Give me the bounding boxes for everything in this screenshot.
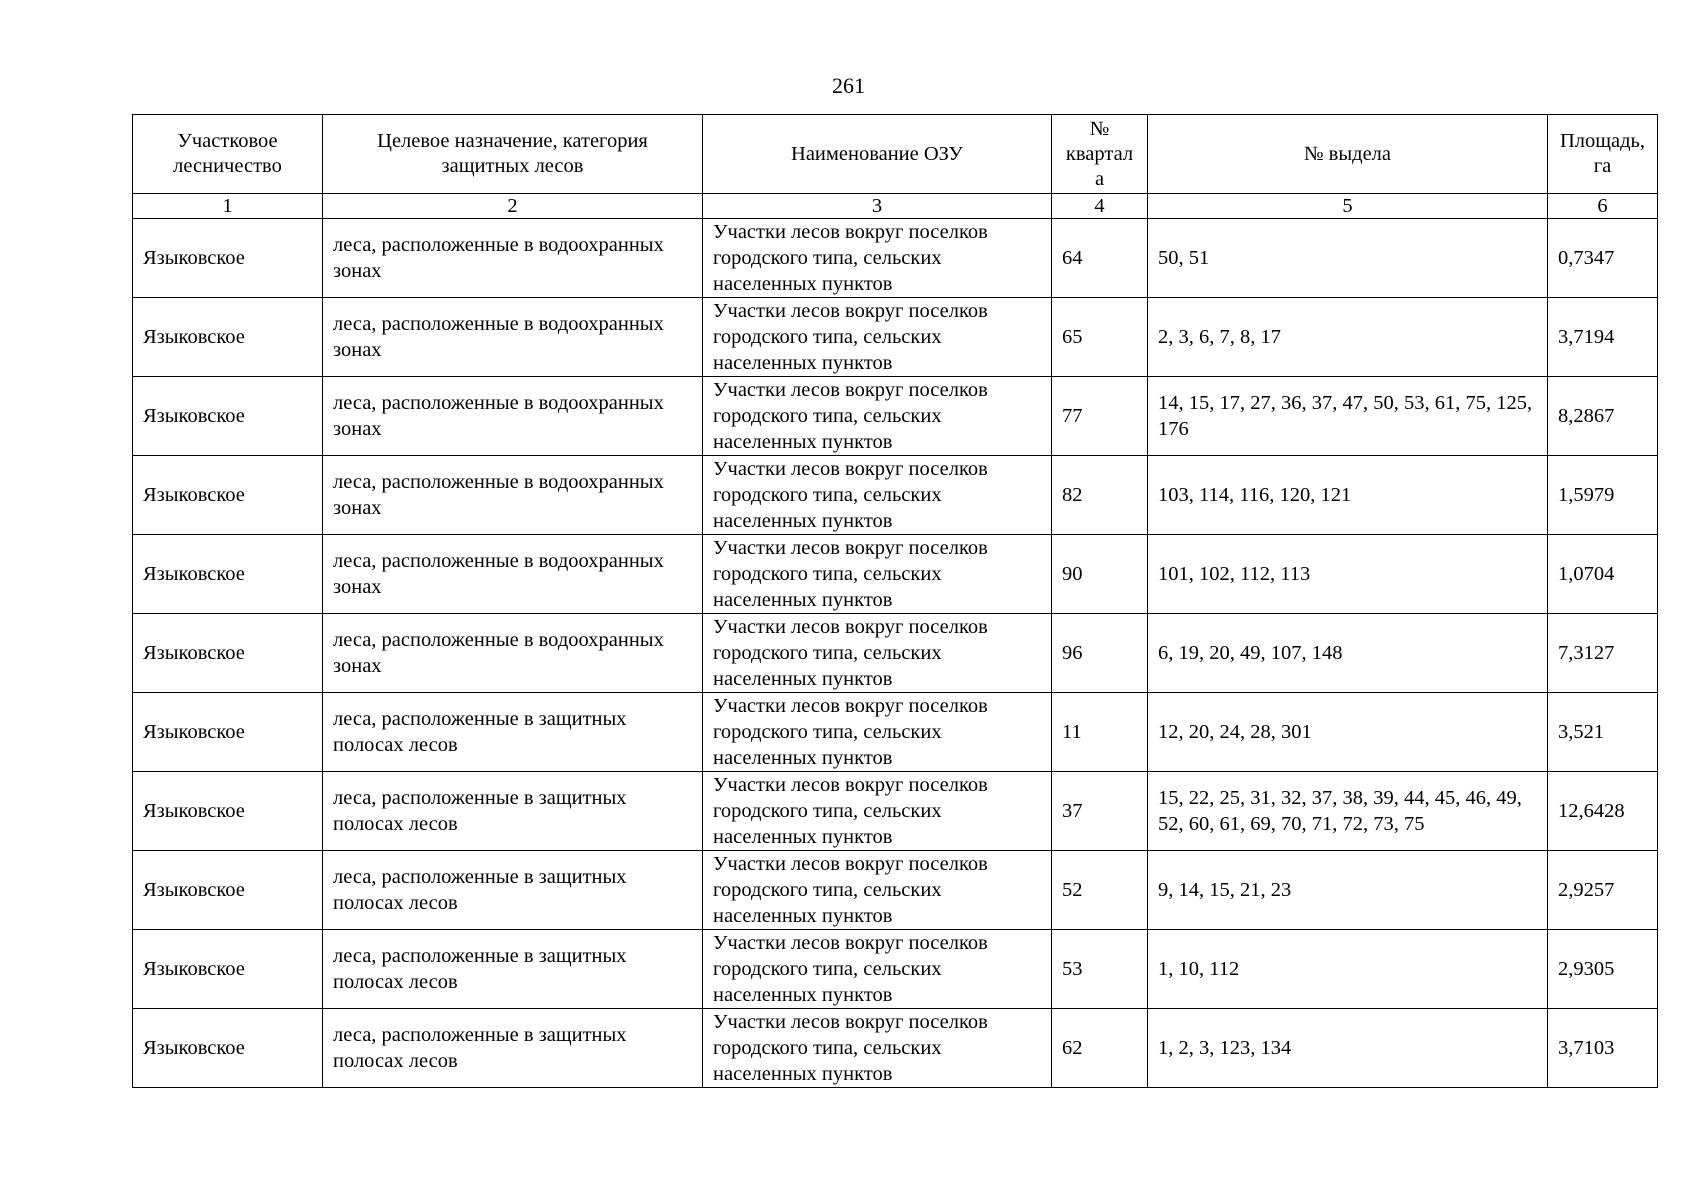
cell-ozu-name: Участки лесов вокруг поселков городского типа, сельских населенных пунктов (703, 614, 1052, 693)
cell-quarter: 65 (1052, 298, 1148, 377)
cell-area: 2,9257 (1548, 851, 1658, 930)
cell-area: 12,6428 (1548, 772, 1658, 851)
cell-area: 3,7103 (1548, 1009, 1658, 1088)
table-row (133, 535, 1658, 614)
cell-area: 8,2867 (1548, 377, 1658, 456)
cell-area: 3,7194 (1548, 298, 1658, 377)
cell-area: 1,5979 (1548, 456, 1658, 535)
cell-forestry: Языковское (133, 614, 323, 693)
cell-purpose: леса, расположенные в защитных полосах лесов (323, 772, 703, 851)
cell-forestry: Языковское (133, 930, 323, 1009)
table-row (133, 930, 1658, 1009)
cell-ozu-name: Участки лесов вокруг поселков городского типа, сельских населенных пунктов (703, 930, 1052, 1009)
cell-ozu-name: Участки лесов вокруг поселков городского типа, сельских населенных пунктов (703, 456, 1052, 535)
table-row (133, 693, 1658, 772)
cell-purpose: леса, расположенные в водоохранных зонах (323, 377, 703, 456)
cell-quarter: 90 (1052, 535, 1148, 614)
cell-quarter: 62 (1052, 1009, 1148, 1088)
cell-forestry: Языковское (133, 298, 323, 377)
cell-area: 2,9305 (1548, 930, 1658, 1009)
cell-plots: 101, 102, 112, 113 (1148, 535, 1548, 614)
cell-forestry: Языковское (133, 851, 323, 930)
forest-plots-table (132, 114, 1658, 1088)
cell-plots: 1, 2, 3, 123, 134 (1148, 1009, 1548, 1088)
cell-area: 3,521 (1548, 693, 1658, 772)
cell-purpose: леса, расположенные в водоохранных зонах (323, 219, 703, 298)
cell-quarter: 11 (1052, 693, 1148, 772)
cell-purpose: леса, расположенные в водоохранных зонах (323, 614, 703, 693)
cell-quarter: 53 (1052, 930, 1148, 1009)
header-area: Площадь, га (1548, 115, 1658, 194)
cell-quarter: 64 (1052, 219, 1148, 298)
cell-forestry: Языковское (133, 377, 323, 456)
column-number: 6 (1548, 194, 1658, 219)
cell-quarter: 77 (1052, 377, 1148, 456)
header-quarter: № квартал а (1052, 115, 1148, 194)
table-row (133, 298, 1658, 377)
header-row (133, 115, 1658, 194)
cell-forestry: Языковское (133, 772, 323, 851)
cell-quarter: 37 (1052, 772, 1148, 851)
cell-area: 1,0704 (1548, 535, 1658, 614)
cell-ozu-name: Участки лесов вокруг поселков городского типа, сельских населенных пунктов (703, 1009, 1052, 1088)
cell-plots: 103, 114, 116, 120, 121 (1148, 456, 1548, 535)
cell-forestry: Языковское (133, 693, 323, 772)
table-body (133, 219, 1658, 1088)
cell-plots: 50, 51 (1148, 219, 1548, 298)
cell-plots: 9, 14, 15, 21, 23 (1148, 851, 1548, 930)
table-row (133, 614, 1658, 693)
cell-quarter: 82 (1052, 456, 1148, 535)
cell-forestry: Языковское (133, 535, 323, 614)
cell-purpose: леса, расположенные в защитных полосах лесов (323, 851, 703, 930)
cell-forestry: Языковское (133, 1009, 323, 1088)
table-row (133, 1009, 1658, 1088)
column-number: 1 (133, 194, 323, 219)
header-purpose: Целевое назначение, категория защитных лесов (323, 115, 703, 194)
table-row (133, 456, 1658, 535)
cell-area: 7,3127 (1548, 614, 1658, 693)
cell-ozu-name: Участки лесов вокруг поселков городского типа, сельских населенных пунктов (703, 772, 1052, 851)
cell-ozu-name: Участки лесов вокруг поселков городского типа, сельских населенных пунктов (703, 298, 1052, 377)
table-row (133, 851, 1658, 930)
cell-ozu-name: Участки лесов вокруг поселков городского типа, сельских населенных пунктов (703, 219, 1052, 298)
cell-plots: 1, 10, 112 (1148, 930, 1548, 1009)
cell-purpose: леса, расположенные в водоохранных зонах (323, 456, 703, 535)
table-row (133, 219, 1658, 298)
cell-ozu-name: Участки лесов вокруг поселков городского типа, сельских населенных пунктов (703, 377, 1052, 456)
cell-quarter: 96 (1052, 614, 1148, 693)
cell-purpose: леса, расположенные в защитных полосах лесов (323, 1009, 703, 1088)
cell-quarter: 52 (1052, 851, 1148, 930)
cell-area: 0,7347 (1548, 219, 1658, 298)
cell-ozu-name: Участки лесов вокруг поселков городского типа, сельских населенных пунктов (703, 851, 1052, 930)
table-row (133, 772, 1658, 851)
column-number: 3 (703, 194, 1052, 219)
cell-plots: 2, 3, 6, 7, 8, 17 (1148, 298, 1548, 377)
column-number-row (133, 194, 1658, 219)
cell-forestry: Языковское (133, 456, 323, 535)
cell-purpose: леса, расположенные в защитных полосах лесов (323, 693, 703, 772)
header-plots: № выдела (1148, 115, 1548, 194)
cell-purpose: леса, расположенные в водоохранных зонах (323, 298, 703, 377)
cell-ozu-name: Участки лесов вокруг поселков городского типа, сельских населенных пунктов (703, 535, 1052, 614)
cell-plots: 6, 19, 20, 49, 107, 148 (1148, 614, 1548, 693)
cell-plots: 14, 15, 17, 27, 36, 37, 47, 50, 53, 61, 75, 125, 176 (1148, 377, 1548, 456)
column-number: 4 (1052, 194, 1148, 219)
column-number: 2 (323, 194, 703, 219)
page-number: 261 (832, 73, 865, 98)
cell-ozu-name: Участки лесов вокруг поселков городского типа, сельских населенных пунктов (703, 693, 1052, 772)
header-ozu-name: Наименование ОЗУ (703, 115, 1052, 194)
cell-purpose: леса, расположенные в защитных полосах лесов (323, 930, 703, 1009)
cell-forestry: Языковское (133, 219, 323, 298)
cell-plots: 12, 20, 24, 28, 301 (1148, 693, 1548, 772)
header-forestry: Участковое лесничество (133, 115, 323, 194)
cell-plots: 15, 22, 25, 31, 32, 37, 38, 39, 44, 45, 46, 49, 52, 60, 61, 69, 70, 71, 72, 73, 75 (1148, 772, 1548, 851)
cell-purpose: леса, расположенные в водоохранных зонах (323, 535, 703, 614)
column-number: 5 (1148, 194, 1548, 219)
table-row (133, 377, 1658, 456)
